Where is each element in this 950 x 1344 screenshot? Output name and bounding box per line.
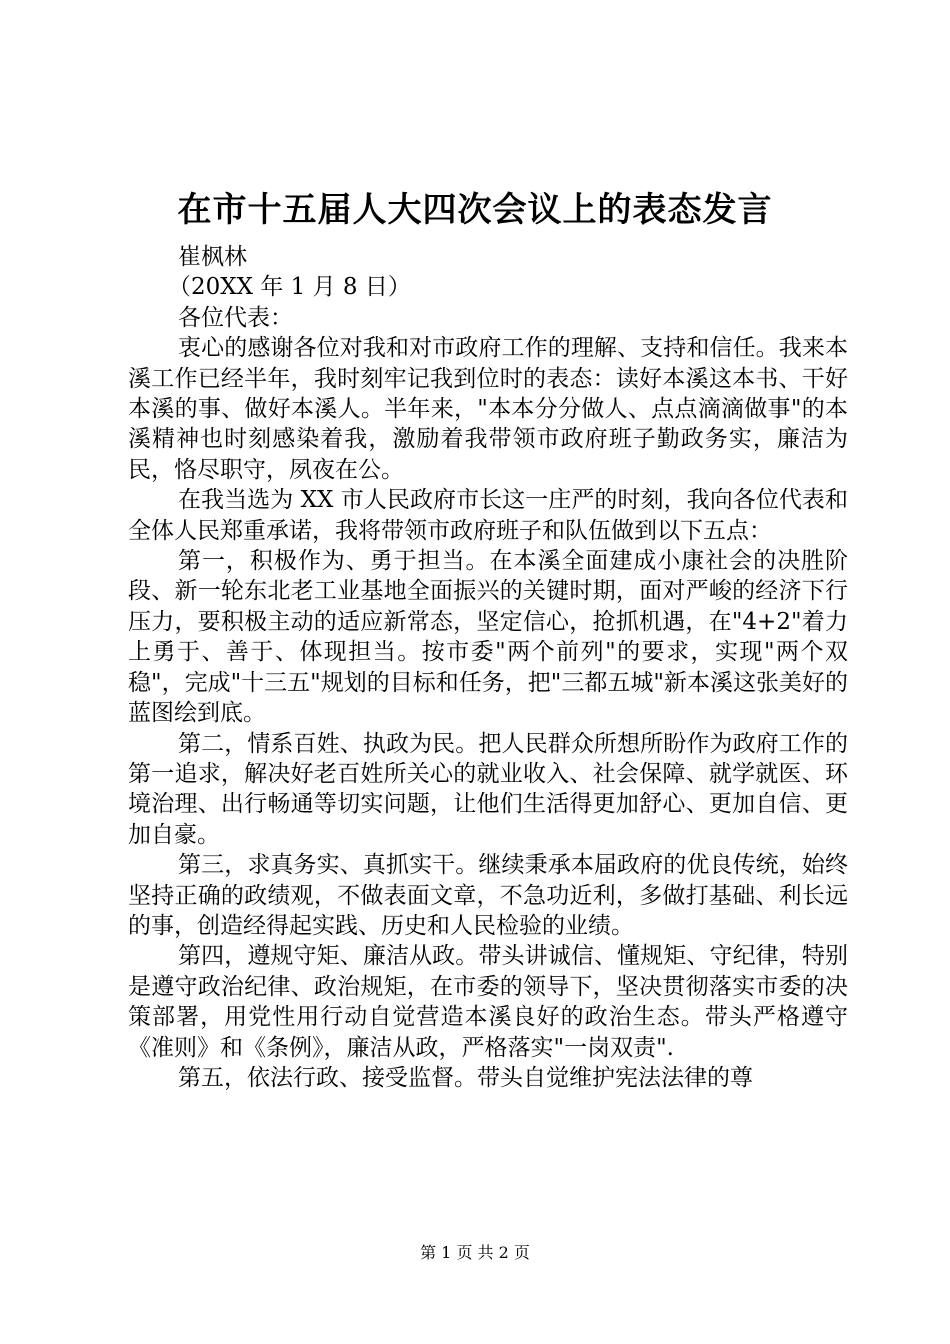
paragraph-point-two: 第二，情系百姓、执政为民。把人民群众所想所盼作为政府工作的第一追求，解决好老百姓所关心的就业收入、社会保障、就学就医、环境治理、出行畅通等切实问题，让他们生活得更加舒心、更加自信、更加自豪。 — [128, 730, 848, 848]
paragraph-point-four: 第四，遵规守矩、廉洁从政。带头讲诚信、懂规矩、守纪律，特别是遵守政治纪律、政治规矩，在市委的领导下，坚决贯彻落实市委的决策部署，用党性用行动自觉营造本溪良好的政治生态。带头严格遵守《准则》和《条例》，廉洁从政，严格落实"一岗双责". — [128, 943, 848, 1061]
date-line: （20XX 年 1 月 8 日） — [168, 274, 411, 301]
paragraph-pledge-intro: 在我当选为 XX 市人民政府市长这一庄严的时刻，我向各位代表和全体人民郑重承诺，我将带领市政府班子和队伍做到以下五点： — [128, 487, 848, 544]
salutation: 各位代表： — [178, 304, 293, 331]
paragraph-point-one: 第一，积极作为、勇于担当。在本溪全面建成小康社会的决胜阶段、新一轮东北老工业基地全面振兴的关键时期，面对严峻的经济下行压力，要积极主动的适应新常态，坚定信心，抢抓机遇，在"4+2"着力上勇于、善于、体现担当。按市委"两个前列"的要求，实现"两个双稳"，完成"十三五"规划的目标和任务，把"三都五城"新本溪这张美好的蓝图绘到底。 — [128, 548, 848, 727]
page-footer: 第 1 页 共 2 页 — [420, 1243, 530, 1262]
author-line: 崔枫林 — [178, 244, 247, 270]
paragraph-gratitude: 衷心的感谢各位对我和对市政府工作的理解、支持和信任。我来本溪工作已经半年，我时刻牢记我到位时的表态：读好本溪这本书、干好本溪的事、做好本溪人。半年来，"本本分分做人、点点滴滴做事"的本溪精神也时刻感染着我，激励着我带领市政府班子勤政务实，廉洁为民，恪尽职守，夙夜在公。 — [128, 335, 848, 483]
paragraph-point-five: 第五，依法行政、接受监督。带头自觉维护宪法法律的尊 — [178, 1064, 753, 1091]
document-body — [128, 242, 848, 1093]
paragraph-point-three: 第三，求真务实、真抓实干。继续秉承本届政府的优良传统，始终坚持正确的政绩观，不做表面文章，不急功近利，多做打基础、利长远的事，创造经得起实践、历史和人民检验的业绩。 — [128, 852, 848, 939]
document-title: 在市十五届人大四次会议上的表态发言 — [177, 190, 773, 230]
